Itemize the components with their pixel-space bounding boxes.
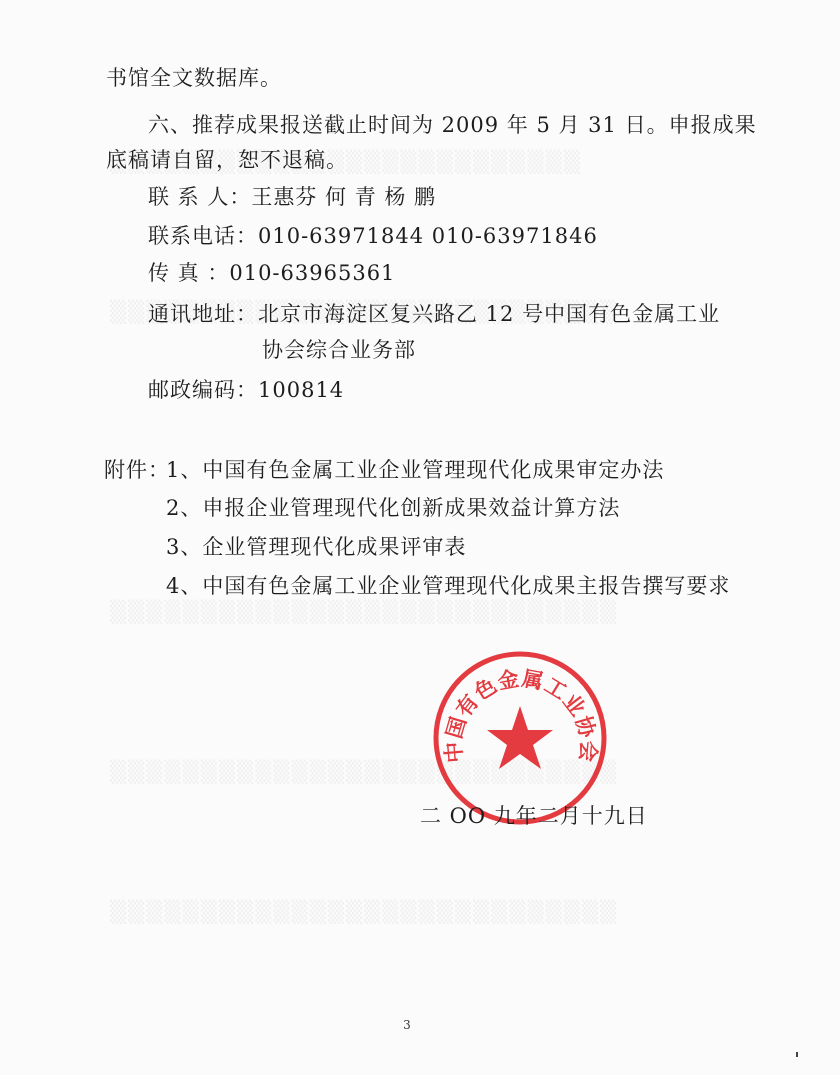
attachment-item: 3、企业管理现代化成果评审表 — [166, 535, 467, 559]
document-date: 二 OO 九年二月十九日 — [420, 804, 648, 828]
contact-phone: 联系电话：010-63971844 010-63971846 — [148, 224, 598, 248]
text-line: 底稿请自留，恕不退稿。 — [106, 148, 348, 172]
text-line: 六、推荐成果报送截止时间为 2009 年 5 月 31 日。申报成果 — [148, 113, 757, 137]
svg-text:中国有色金属工业协会: 中国有色金属工业协会 — [441, 666, 601, 764]
bleed-through — [110, 600, 618, 624]
attachment-item: 2、申报企业管理现代化创新成果效益计算方法 — [166, 496, 621, 520]
contact-address-cont: 协会综合业务部 — [262, 338, 416, 362]
contact-address: 通讯地址：北京市海淀区复兴路乙 12 号中国有色金属工业 — [148, 302, 721, 326]
contact-postcode: 邮政编码：100814 — [148, 378, 345, 402]
attachment-item: 1、中国有色金属工业企业管理现代化成果审定办法 — [166, 458, 665, 482]
attachment-item: 4、中国有色金属工业企业管理现代化成果主报告撰写要求 — [166, 574, 731, 598]
page-number: 3 — [403, 1018, 411, 1032]
attachments-label: 附件： — [104, 458, 170, 482]
text-line: 书馆全文数据库。 — [106, 66, 282, 90]
contact-person: 联 系 人：王惠芬 何 青 杨 鹏 — [148, 185, 437, 209]
official-seal — [430, 648, 610, 828]
contact-fax: 传 真 ：010-63965361 — [148, 261, 396, 285]
bleed-through — [110, 900, 618, 924]
scan-speck — [796, 1052, 798, 1057]
